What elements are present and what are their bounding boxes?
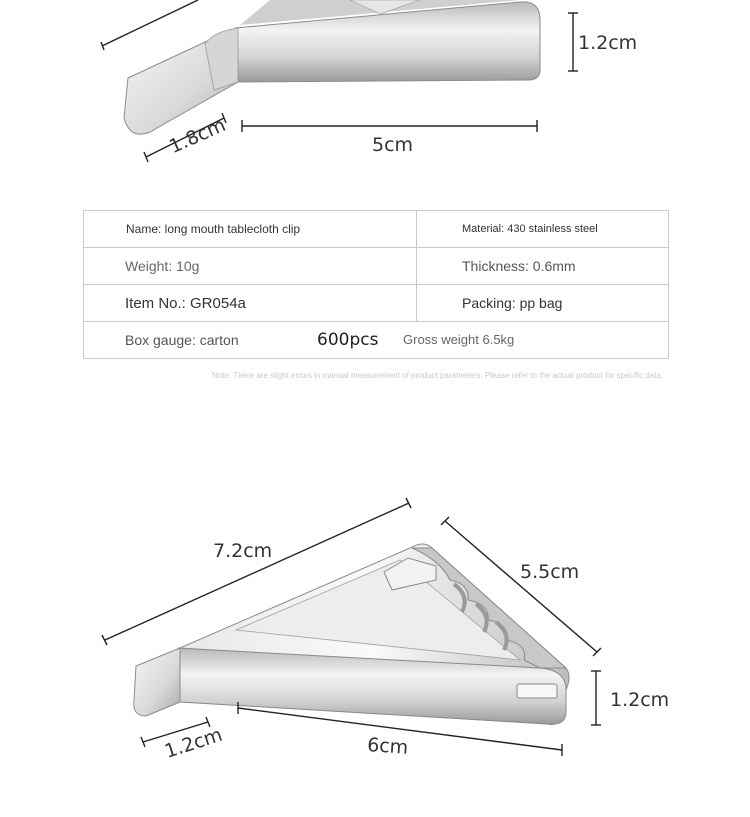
spec-box-gauge: Box gauge: carton <box>125 332 239 348</box>
table-row <box>84 211 669 248</box>
spec-thickness: Thickness: 0.6mm <box>417 248 669 285</box>
spec-name: Name: long mouth tablecloth clip <box>84 211 417 248</box>
table-row <box>84 285 669 322</box>
table-row <box>84 322 669 359</box>
table-row <box>84 248 669 285</box>
spec-quantity: 600pcs <box>317 330 379 350</box>
top-clip-image <box>124 0 540 134</box>
bottom-side-edge-label: 5.5cm <box>520 561 580 583</box>
spec-material: Material: 430 stainless steel <box>417 211 669 248</box>
measurement-note: Note: There are slight errors in manual measurement of product parameters. Please refer to the actual product for specific data. <box>212 371 664 380</box>
bottom-top-edge-label: 7.2cm <box>213 540 273 562</box>
top-lip-label: 1.8cm <box>166 113 230 159</box>
top-height-label: 1.2cm <box>578 32 638 54</box>
spec-gross-weight: Gross weight 6.5kg <box>403 332 515 347</box>
spec-packing: Packing: pp bag <box>417 285 669 322</box>
bottom-length-label: 6cm <box>366 734 409 759</box>
spec-weight: Weight: 10g <box>84 248 417 285</box>
spec-item-no: Item No.: GR054a <box>84 285 417 322</box>
bottom-lip-label: 1.2cm <box>162 723 226 763</box>
bottom-height-label: 1.2cm <box>610 689 670 711</box>
top-length-label: 5cm <box>372 134 414 156</box>
spec-box-row <box>84 322 669 359</box>
spec-table <box>83 210 669 359</box>
